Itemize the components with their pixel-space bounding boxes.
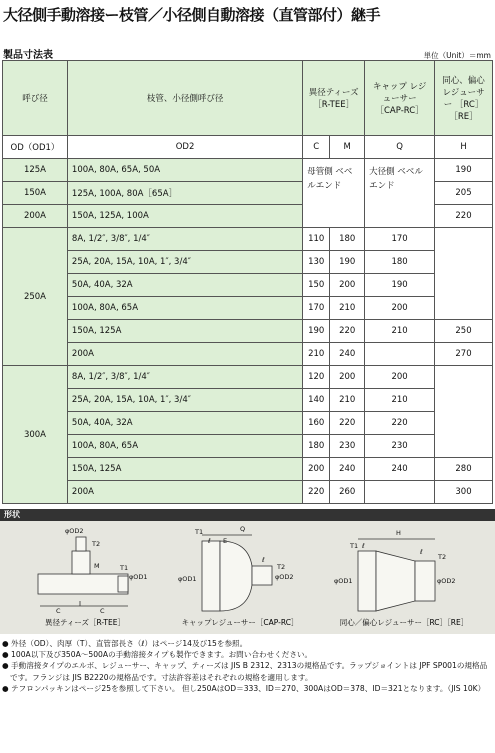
reducer-label-l1: ℓ	[362, 542, 365, 550]
cell-m: 190	[330, 251, 365, 274]
cell-q: 210	[365, 320, 435, 343]
header-m: M	[330, 136, 365, 159]
cell-h: 250	[435, 320, 493, 343]
tee-diagram	[38, 537, 128, 606]
cell-od: 200A	[3, 205, 68, 228]
header-h: H	[435, 136, 493, 159]
cell-c: 150	[303, 274, 330, 297]
tee-label-od2: φOD2	[65, 527, 84, 535]
cell-c: 110	[303, 228, 330, 251]
cell-od: 250A	[3, 228, 68, 366]
reducer-label-t2: T2	[438, 553, 447, 561]
table-row	[3, 251, 493, 274]
notes	[2, 638, 492, 694]
cell-h: 220	[435, 205, 493, 228]
cell-q: 180	[365, 251, 435, 274]
tee-label-t2: T2	[92, 540, 101, 548]
note-item: ● 外径（OD）、肉厚（T）、直管部長さ（ℓ）はページ14及び15を参照。	[2, 639, 248, 648]
cap-label-t2: T2	[277, 563, 286, 571]
reducer-label-od1: φOD1	[334, 577, 353, 585]
cell-m: 210	[330, 297, 365, 320]
cell-q: 190	[365, 274, 435, 297]
cell-h: 205	[435, 182, 493, 205]
unit-label: 単位（Unit）＝mm	[423, 51, 491, 60]
note-item: ● 100A以下及び350A～500Aの手動溶接タイプも製作できます。お問い合わせください。	[2, 650, 313, 660]
cell-c: 120	[303, 366, 330, 389]
header-nominal: 呼び径	[3, 61, 68, 136]
cell-q	[365, 481, 435, 504]
cell-m: 200	[330, 274, 365, 297]
cell-c: 170	[303, 297, 330, 320]
table-row	[3, 228, 493, 251]
cell-c: 200	[303, 458, 330, 481]
reducer-label-l2: ℓ	[420, 548, 423, 556]
tee-label-m: M	[94, 562, 100, 570]
reducer-label-od2: φOD2	[437, 577, 456, 585]
cell-c: 220	[303, 481, 330, 504]
table-row	[3, 366, 493, 389]
page-title: 大径側手動溶接ー枝管／小径側自動溶接（直管部付）継手	[3, 6, 381, 24]
cell-od2: 100A, 80A, 65A	[67, 297, 302, 320]
cap-label-od2: φOD2	[275, 573, 294, 581]
cell-m: 240	[330, 343, 365, 366]
table-row	[3, 274, 493, 297]
header-od2: OD2	[67, 136, 302, 159]
cell-h-empty	[435, 366, 493, 458]
cell-q: 170	[365, 228, 435, 251]
cap-label-q: Q	[240, 525, 246, 533]
cell-c: 140	[303, 389, 330, 412]
cap-reducer-diagram	[202, 535, 272, 611]
cell-od: 150A	[3, 182, 68, 205]
note-item: ● テフロンパッキンはページ25を参照して下さい。 但し250AはOD＝333、ID＝270、300AはOD＝378、ID＝321となります。（JIS 10K）	[2, 683, 486, 693]
cell-c: 130	[303, 251, 330, 274]
cell-od2: 150A, 125A	[67, 458, 302, 481]
cap-note: 大径側 ベベルエンド	[365, 159, 435, 228]
cell-q: 200	[365, 297, 435, 320]
cell-q	[365, 343, 435, 366]
cell-od2: 125A, 100A, 80A［65A］	[67, 182, 302, 205]
cell-od: 300A	[3, 366, 68, 504]
cell-h: 190	[435, 159, 493, 182]
cell-m: 260	[330, 481, 365, 504]
table-row	[3, 343, 493, 366]
cell-c: 210	[303, 343, 330, 366]
cell-q: 200	[365, 366, 435, 389]
cell-q: 230	[365, 435, 435, 458]
section-title: 製品寸法表	[3, 50, 53, 61]
header-tee: 異径ティーズ［R-TEE］	[303, 61, 365, 136]
tee-note: 母管側 ベベルエンド	[303, 159, 365, 228]
table-row	[3, 435, 493, 458]
reducer-label-h: H	[396, 529, 401, 537]
cell-c: 160	[303, 412, 330, 435]
cell-m: 220	[330, 412, 365, 435]
cell-od2: 50A, 40A, 32A	[67, 412, 302, 435]
cell-od2: 200A	[67, 481, 302, 504]
tee-caption: 異径ティーズ［R-TEE］	[44, 618, 126, 627]
spec-table	[2, 60, 493, 504]
table-row	[3, 320, 493, 343]
cell-q: 210	[365, 389, 435, 412]
cell-m: 230	[330, 435, 365, 458]
cell-m: 210	[330, 389, 365, 412]
table-row	[3, 297, 493, 320]
cell-od: 125A	[3, 159, 68, 182]
tee-label-c2: C	[100, 607, 105, 615]
cap-label-l2: ℓ	[262, 556, 265, 564]
cell-od2: 150A, 125A, 100A	[67, 205, 302, 228]
cell-od2: 25A, 20A, 15A, 10A, 1″, 3/4″	[67, 251, 302, 274]
cell-m: 180	[330, 228, 365, 251]
cell-m: 240	[330, 458, 365, 481]
cell-h: 270	[435, 343, 493, 366]
reducer-diagram	[358, 539, 435, 611]
reducer-label-t1: T1	[350, 542, 359, 550]
cell-c: 180	[303, 435, 330, 458]
cell-od2: 25A, 20A, 15A, 10A, 1″, 3/4″	[67, 389, 302, 412]
header-reducer: 同心、偏心 レジューサー ［RC］［RE］	[435, 61, 493, 136]
cap-label-l: ℓ	[208, 537, 211, 545]
note-item: ● 手動溶接タイプのエルボ、レジューサー、キャップ、ティーズは JIS B 2312、2313の規格品です。ラップジョイントは JPF SP001の規格品です。フランジは JIS B2220の規格品です。寸法許容差はそれぞれの規格を適用します。	[2, 661, 488, 682]
cell-od2: 150A, 125A	[67, 320, 302, 343]
cell-od2: 100A, 80A, 65A, 50A	[67, 159, 302, 182]
cell-q: 220	[365, 412, 435, 435]
header-q: Q	[365, 136, 435, 159]
tee-label-t1: T1	[120, 564, 129, 572]
cell-m: 200	[330, 366, 365, 389]
cell-od2: 8A, 1/2″, 3/8″, 1/4″	[67, 366, 302, 389]
tee-label-od1: φOD1	[129, 573, 148, 581]
cell-m: 220	[330, 320, 365, 343]
reducer-caption: 同心／偏心レジューサー［RC］［RE］	[339, 618, 469, 627]
cell-c: 190	[303, 320, 330, 343]
header-c: C	[303, 136, 330, 159]
table-row	[3, 159, 493, 182]
section-shape-band: 形状	[0, 509, 495, 521]
cap-caption: キャップレジューサー［CAP-RC］	[181, 618, 299, 627]
header-branch: 枝管、小径側呼び径	[67, 61, 302, 136]
tee-label-c1: C	[56, 607, 61, 615]
cell-h: 300	[435, 481, 493, 504]
table-row	[3, 389, 493, 412]
header-cap: キャップ レジューサー ［CAP-RC］	[365, 61, 435, 136]
cell-od2: 50A, 40A, 32A	[67, 274, 302, 297]
header-od: OD（OD1）	[3, 136, 68, 159]
cap-label-od1: φOD1	[178, 575, 197, 583]
cap-label-e: E	[223, 537, 228, 545]
table-row	[3, 458, 493, 481]
cap-label-t1: T1	[195, 528, 204, 536]
table-row	[3, 481, 493, 504]
table-row	[3, 412, 493, 435]
cell-h-empty	[435, 228, 493, 320]
fitting-diagrams	[0, 521, 495, 634]
cell-h: 280	[435, 458, 493, 481]
cell-od2: 100A, 80A, 65A	[67, 435, 302, 458]
diagram-area	[0, 521, 495, 634]
cell-q: 240	[365, 458, 435, 481]
cell-od2: 8A, 1/2″, 3/8″, 1/4″	[67, 228, 302, 251]
cell-od2: 200A	[67, 343, 302, 366]
